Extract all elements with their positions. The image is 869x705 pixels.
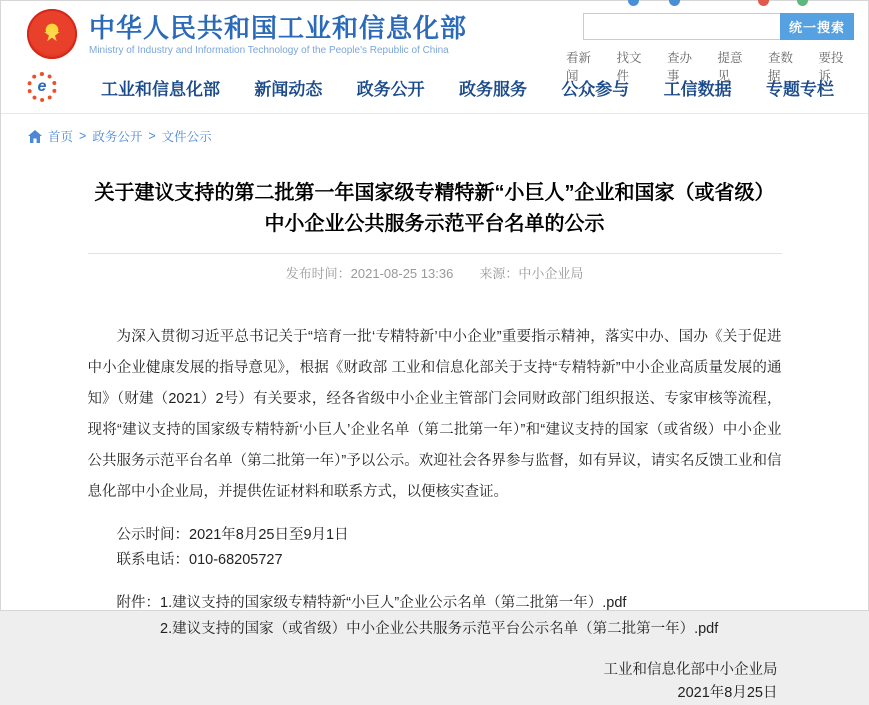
signature-org: 工业和信息化部中小企业局 [603, 662, 778, 678]
nav-item-gov-open[interactable]: 政务公开 [356, 79, 425, 99]
site-brand[interactable] [27, 7, 467, 61]
notice-period: 公示时间：2021年8月25日至9月1日 [116, 527, 349, 543]
quick-link-news[interactable]: 看新闻 [566, 51, 592, 83]
home-icon[interactable] [28, 130, 42, 143]
signature-date: 2021年8月25日 [677, 685, 778, 701]
site-title: 中华人民共和国工业和信息化部 [89, 12, 468, 43]
publish-time: 发布时间：2021-08-25 13:36 [285, 266, 454, 281]
attachments-label: 附件： [116, 595, 160, 611]
nav-item-miit[interactable]: 工业和信息化部 [101, 79, 220, 99]
national-emblem-icon: ★ [27, 9, 77, 59]
social-icon[interactable] [758, 0, 769, 6]
miit-logo-icon: e [27, 72, 57, 102]
header-right [566, 7, 854, 83]
signature [88, 659, 782, 705]
social-icons [628, 0, 808, 6]
site-subtitle: Ministry of Industry and Information Technology of the People's Republic of China [89, 44, 449, 56]
breadcrumb-current: 文件公示 [161, 130, 212, 144]
breadcrumb-home[interactable]: 首页 [48, 130, 74, 144]
source: 来源：中小企业局 [479, 266, 584, 281]
social-icon[interactable] [628, 0, 639, 6]
social-icon[interactable] [669, 0, 680, 6]
search-input[interactable] [583, 13, 780, 40]
nav-item-topics[interactable]: 专题专栏 [765, 79, 834, 99]
breadcrumb-separator: > [79, 129, 87, 143]
search-bar [583, 13, 854, 40]
search-button[interactable]: 统一搜索 [780, 13, 854, 40]
contact-phone: 联系电话：010-68205727 [116, 552, 283, 568]
attachment-link[interactable]: 2.建议支持的国家（或省级）中小企业公共服务示范平台公示名单（第二批第一年）.pdf [160, 621, 719, 637]
article-title: 关于建议支持的第二批第一年国家级专精特新“小巨人”企业和国家（或省级）中小企业公共服务示范平台名单的公示 [94, 182, 775, 235]
breadcrumb-gov-open[interactable]: 政务公开 [92, 130, 143, 144]
quick-links [566, 48, 854, 84]
nav-item-data[interactable]: 工信数据 [663, 79, 732, 99]
nav-item-news[interactable]: 新闻动态 [254, 79, 323, 99]
quick-link-feedback[interactable]: 提意见 [717, 51, 743, 83]
article-meta [88, 254, 782, 282]
social-icon[interactable] [797, 0, 808, 6]
nav-item-participation[interactable]: 公众参与 [561, 79, 630, 99]
breadcrumb-separator: > [148, 129, 156, 143]
attachments [88, 590, 782, 642]
article-body: 为深入贯彻习近平总书记关于“培育一批‘专精特新’中小企业”重要指示精神，落实中办、国办《关于促进中小企业健康发展的指导意见》，根据《财政部 工业和信息化部关于支持“专精特新”中小企业高质量发展的通知》（财建（2021）2号）有关要求，经各省级中小企业主管部门会同财政部门组织报送、专家审核等流程，现将“建议支持的国家级专精特新‘小巨人’企业名单（第二批第一年）”和“建议支持的国家（或省级）中小企业公共服务示范平台名单（第二批第一年）”予以公示。欢迎社会各界参与监督，如有异议，请实名反馈工业和信息化部中小企业局，并提供佐证材料和联系方式，以便核实查证。 [87, 329, 782, 500]
site-header [1, 1, 868, 83]
quick-link-services[interactable]: 查办事 [667, 51, 693, 83]
attachment-link[interactable]: 1.建议支持的国家级专精特新“小巨人”企业公示名单（第二批第一年）.pdf [160, 595, 627, 611]
article [88, 178, 782, 705]
quick-link-complaint[interactable]: 要投诉 [818, 51, 844, 83]
nav-item-gov-service[interactable]: 政务服务 [458, 79, 527, 99]
quick-link-files[interactable]: 找文件 [616, 51, 642, 83]
breadcrumb [1, 114, 868, 151]
quick-link-data[interactable]: 查数据 [768, 51, 794, 83]
